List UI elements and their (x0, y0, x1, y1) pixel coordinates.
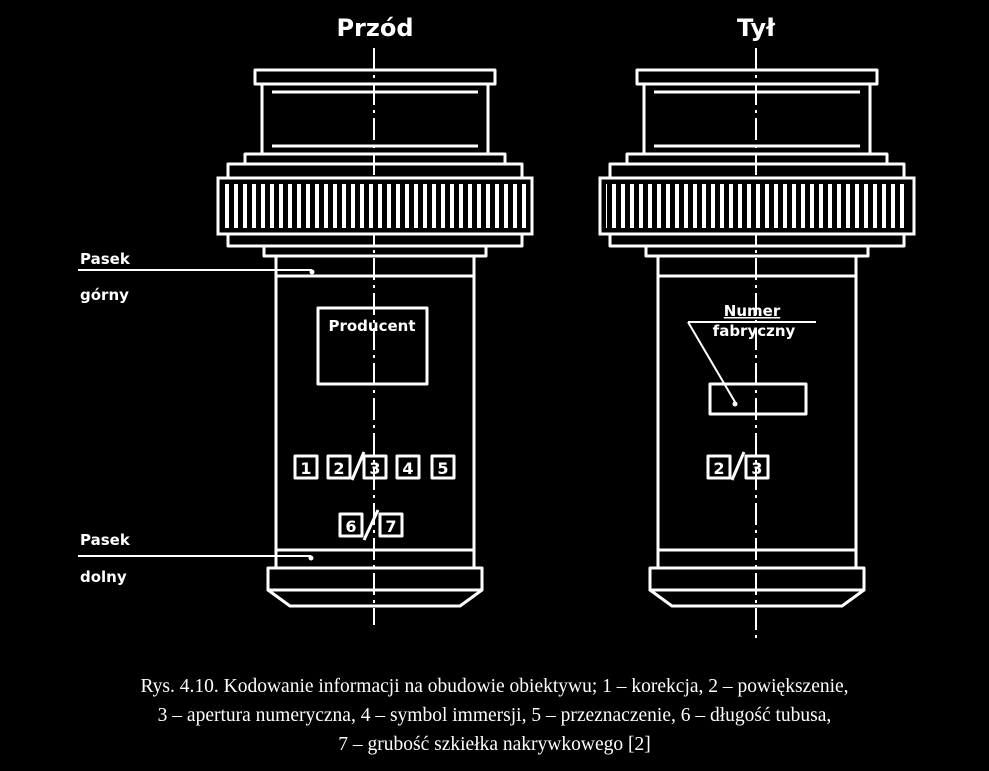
serial-label-line2: fabryczny (712, 322, 796, 340)
back-objective (600, 14, 914, 640)
bottom-band-label-line2: dolny (80, 568, 127, 586)
back-code-2: 2 (713, 459, 725, 478)
top-band-label-line2: górny (80, 286, 129, 304)
figure-caption (0, 672, 989, 759)
code-6: 6 (345, 517, 357, 536)
serial-box (710, 384, 806, 414)
caption-line-1: Rys. 4.10. Kodowanie informacji na obudowie obiektywu; 1 – korekcja, 2 – powiększenie, (140, 676, 849, 697)
bottom-band-label-line1: Pasek (80, 531, 130, 549)
code-3: 3 (369, 459, 381, 478)
back-code-3: 3 (751, 459, 763, 478)
code-slash-6-7 (364, 510, 378, 540)
code-5: 5 (437, 459, 449, 478)
code-4: 4 (402, 459, 414, 478)
code-7: 7 (385, 517, 397, 536)
top-band-label-line1: Pasek (80, 250, 130, 268)
front-thread (245, 70, 505, 164)
serial-dot (733, 402, 738, 407)
caption-line-3: 7 – grubość szkiełka nakrywkowego [2] (338, 734, 651, 755)
back-code-row (708, 452, 768, 480)
back-title: Tył (736, 14, 776, 42)
front-title: Przód (336, 14, 414, 42)
front-objective (218, 14, 532, 625)
manufacturer-label: Producent (328, 317, 416, 335)
back-code-slash (732, 452, 744, 480)
caption-line-2: 3 – apertura numeryczna, 4 – symbol immersji, 5 – przeznaczenie, 6 – długość tubusa, (157, 705, 832, 726)
code-1: 1 (300, 459, 312, 478)
code-slash-2-3 (352, 452, 364, 480)
serial-label-line1: Numer (723, 302, 781, 320)
back-thread (627, 70, 887, 164)
code-2: 2 (333, 459, 345, 478)
